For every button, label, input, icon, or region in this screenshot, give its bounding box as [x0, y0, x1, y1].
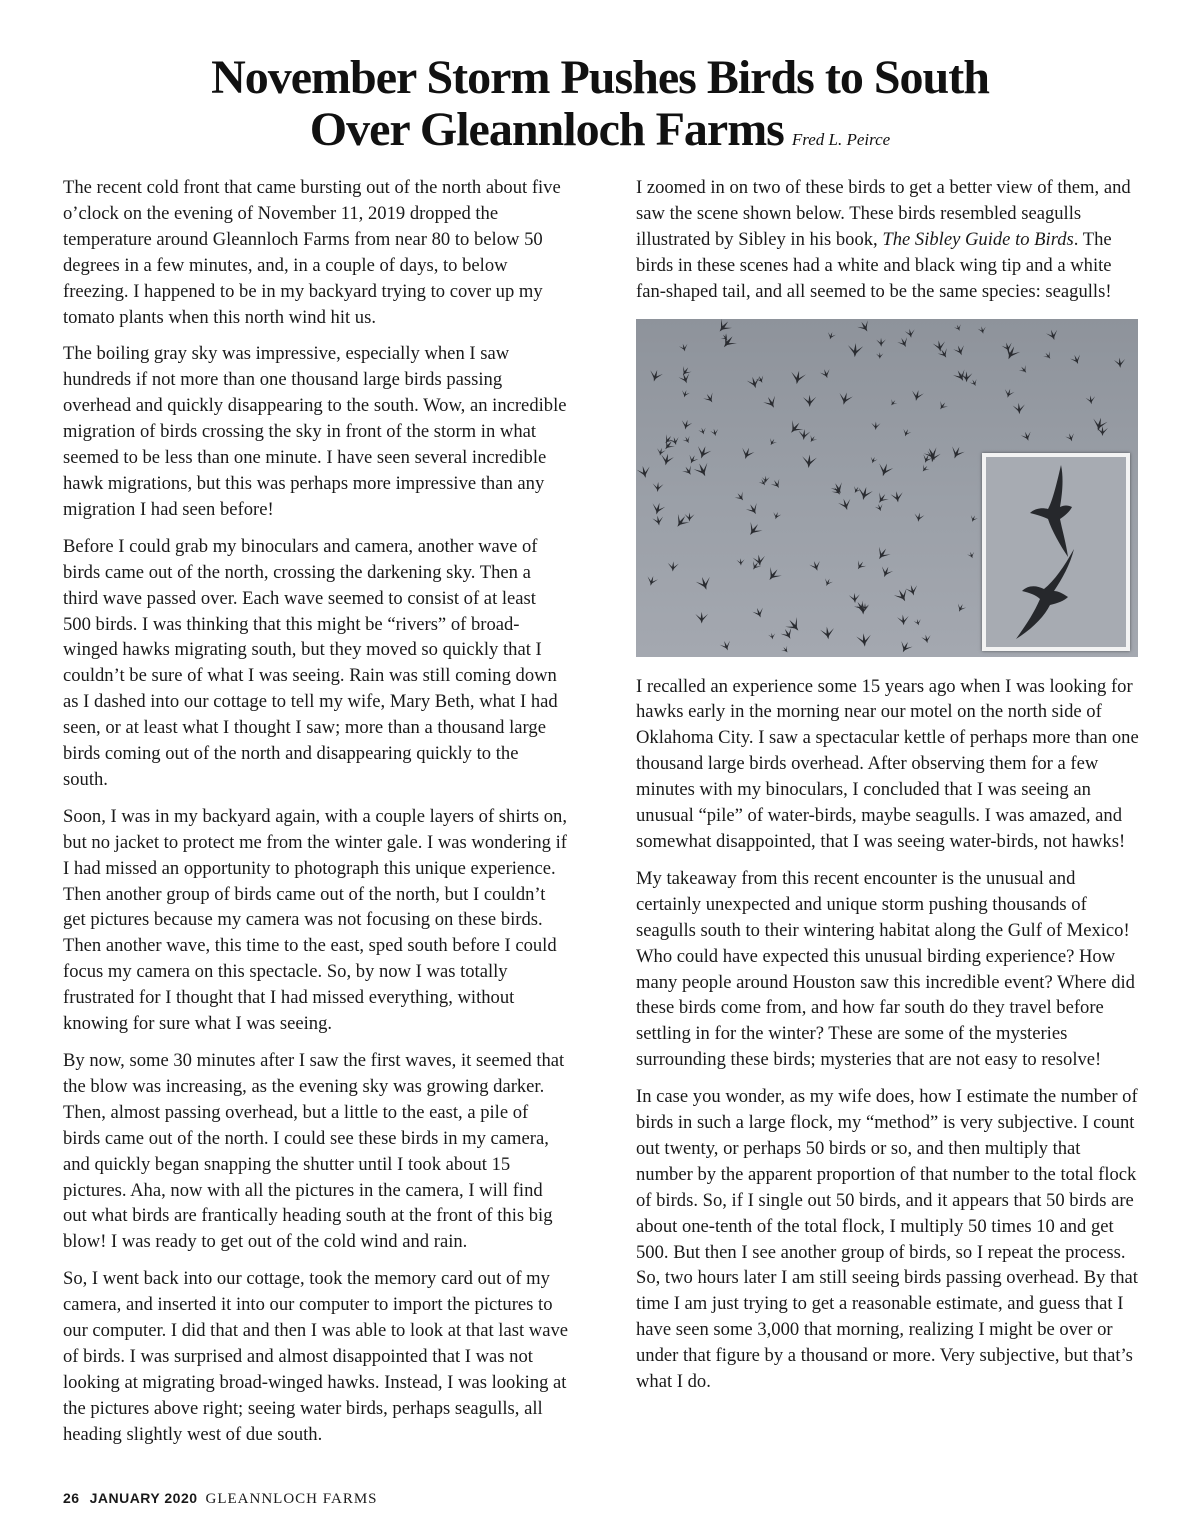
magazine-name: GLEANNLOCH FARMS: [205, 1491, 378, 1507]
zoomed-inset-photo: [982, 453, 1130, 651]
seagull-closeup: [986, 457, 1126, 647]
issue-date: JANUARY 2020: [89, 1490, 198, 1506]
paragraph: Soon, I was in my backyard again, with a couple layers of shirts on, but no jacket to protect me from the winter gale. I was wondering if I had missed an opportunity to photograph this unique experience. Then another group of birds came out of the north, but I couldn’t get pictures because my camera was not focusing on these birds. Then another wave, this time to the east, sped south before I could focus my camera on this spectacle. So, by now I was totally frustrated for I thought that I had missed everything, without knowing for sure what I was seeing.: [63, 805, 567, 1035]
paragraph: The recent cold front that came bursting out of the north about five o’clock on the evening of November 11, 2019 dropped the temperature around Gleannloch Farms from near 80 to below 50 degrees in a few minutes, and, in a couple of days, to below freezing. I happened to be in my backyard trying to cover up my tomato plants when this north wind hit us.: [63, 177, 561, 328]
intro-text-2: . The birds in these scenes had a white and black wing tip and a white fan-shaped tail, and all seemed to be the same species: seagulls!: [636, 228, 1112, 302]
intro-text-1: I zoomed in on two of these birds to get a better view of them, and saw the scene shown below. These birds resembled seagulls illustrated by Sibley in his book,: [636, 177, 1131, 250]
paragraph: In case you wonder, as my wife does, how I estimate the number of birds in such a large flock, my “method” is very subjective. I count out twenty, or perhaps 50 birds or so, and then multiply that number by the apparent proportion of that number to the total flock of birds. So, if I single out 50 birds, and it appears that 50 birds are about one-tenth of the total flock, I multiply 50 times 10 and get 500. But then I see another group of birds, so I repeat the process. So, two hours later I am still seeing birds passing overhead. By that time I am just trying to get a reasonable estimate, and guess that I have seen some 3,000 that morning, realizing I might be over or under that figure by a thousand or more. Very subjective, but that’s what I do.: [636, 1086, 1138, 1393]
title-line-2: [0, 104, 1200, 166]
flock-photo: [636, 319, 1138, 657]
paragraph: Before I could grab my binoculars and camera, another wave of birds came out of the north, crossing the darkening sky. Then a third wave passed over. Each wave seemed to consist of at least 500 birds. I was thinking that this might be “rivers” of broad-winged hawks migrating south, but they moved so quickly that I couldn’t be sure of what I was seeing. Rain was still coming down as I dashed into our cottage to tell my wife, Mary Beth, what I had seen, or at least what I thought I saw; more than a thousand large birds coming out of the north and disappearing quickly to the south.: [63, 535, 558, 790]
seagull-2: [1016, 549, 1074, 639]
paragraph: I recalled an experience some 15 years ago when I was looking for hawks early in the morning near our motel on the north side of Oklahoma City. I saw a spectacular kettle of perhaps more than one thousand large birds overhead. After observing them for a few minutes with my binoculars, I concluded that I was seeing an unusual “pile” of water-birds, maybe seagulls. I was amazed, and somewhat disappointed, that I was seeing water-birds, not hawks!: [636, 675, 1139, 852]
book-title: The Sibley Guide to Birds: [882, 228, 1074, 250]
right-column: [636, 175, 1139, 1406]
title-line-1: November Storm Pushes Birds to South: [211, 51, 989, 104]
left-column: [63, 175, 568, 1459]
page-number: 26: [63, 1490, 80, 1506]
paragraph-intro: [636, 175, 1139, 305]
paragraph: The boiling gray sky was impressive, especially when I saw hundreds if not more than one thousand large birds passing overhead and quickly disappearing to the south. Wow, an incredible migration of birds crossing the sky in front of the storm in what seemed to be less than one minute. I have seen several incredible hawk migrations, but this was perhaps more impressive than any migration I had seen before!: [63, 343, 567, 520]
paragraph: So, I went back into our cottage, took the memory card out of my camera, and inserted it into our computer to import the pictures to our computer. I did that and then I was able to look at that last wave of birds. I was surprised and almost disappointed that I was not looking at migrating broad-winged hawks. Instead, I was looking at the pictures above right; seeing water birds, perhaps seagulls, all heading slightly west of due south.: [63, 1268, 568, 1445]
seagull-1: [1030, 465, 1072, 557]
author-byline: Fred L. Peirce: [791, 130, 891, 149]
paragraph: By now, some 30 minutes after I saw the first waves, it seemed that the blow was increasing, as the evening sky was growing darker. Then, almost passing overhead, but a little to the east, a pile of birds came out of the north. I could see these birds in my camera, and quickly began snapping the shutter until I took about 15 pictures. Aha, now with all the pictures in the camera, I will find out what birds are frantically heading south at the front of this big blow! I was ready to get out of the cold wind and rain.: [63, 1050, 565, 1253]
page-footer: [63, 1490, 378, 1508]
paragraph: My takeaway from this recent encounter is the unusual and certainly unexpected and unique storm pushing thousands of seagulls south to their wintering habitat along the Gulf of Mexico! Who could have expected this unusual birding experience? How many people around Houston saw this incredible event? Where did these birds come from, and how far south do they travel before settling in for the winter? These are some of the mysteries surrounding these birds; mysteries that are not easy to resolve!: [636, 867, 1135, 1071]
title-line-2-text: Over Gleannloch Farms: [309, 103, 784, 156]
article-title: [0, 52, 1200, 166]
